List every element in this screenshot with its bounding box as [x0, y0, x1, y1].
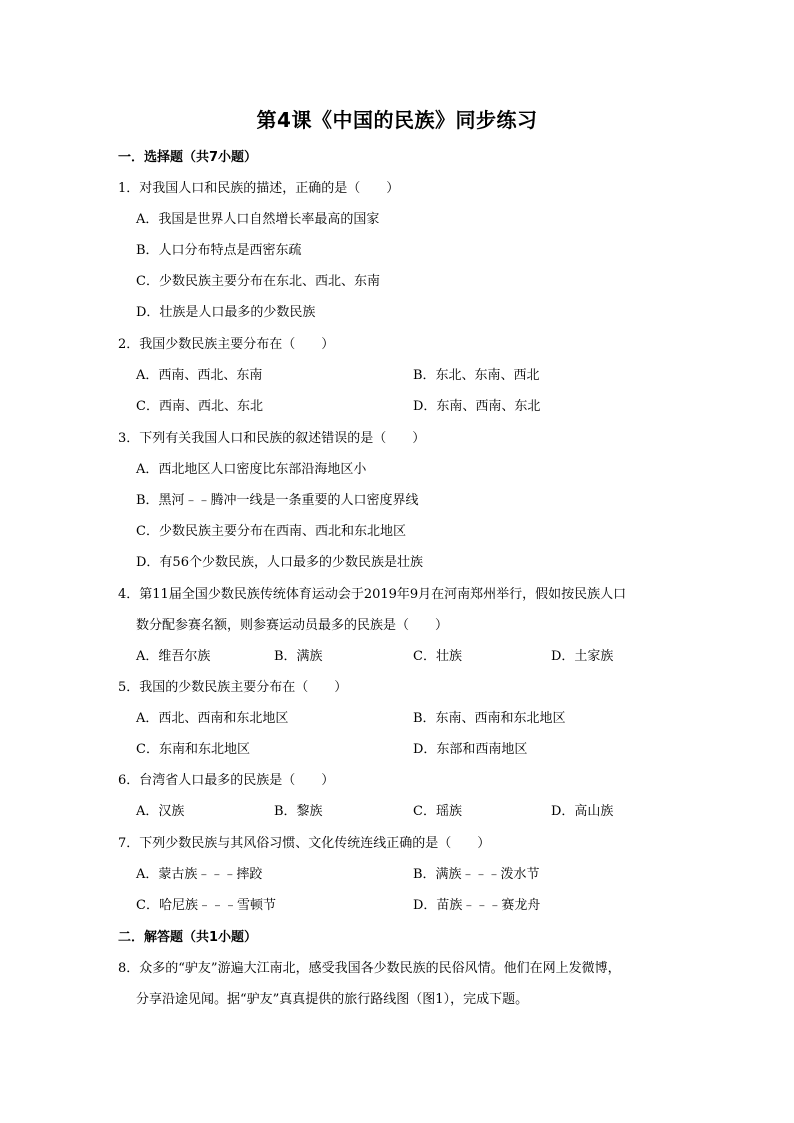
- question-6-option-a: A．汉族: [136, 804, 185, 819]
- question-7-option-d: D．苗族﹣﹣﹣赛龙舟: [413, 898, 541, 913]
- question-8-stem-line-1: 8．众多的“驴友”游遍大江南北，感受我国各少数民族的民俗风情。他们在网上发微博，: [118, 961, 621, 976]
- question-5-option-a: A．西北、西南和东北地区: [136, 711, 289, 726]
- question-6-option-c: C．瑶族: [413, 804, 462, 819]
- question-7-option-a: A．蒙古族﹣﹣﹣摔跤: [136, 867, 263, 882]
- question-2-option-c: C．西南、西北、东北: [136, 399, 263, 414]
- question-6-option-b: B．黎族: [274, 804, 323, 819]
- question-4-option-b: B．满族: [274, 649, 323, 664]
- question-4-stem-line-1: 4．第11届全国少数民族传统体育运动会于2019年9月在河南郑州举行，假如按民族人口: [118, 587, 627, 602]
- question-1-option-b: B．人口分布特点是西密东疏: [136, 243, 302, 258]
- question-5-option-c: C．东南和东北地区: [136, 742, 250, 757]
- question-1-option-d: D．壮族是人口最多的少数民族: [136, 305, 316, 320]
- question-1-option-a: A．我国是世界人口自然增长率最高的国家: [136, 212, 380, 227]
- question-5-option-b: B．东南、西南和东北地区: [413, 711, 566, 726]
- section-heading-choice: 一．选择题（共7小题）: [118, 150, 258, 165]
- question-2-stem: 2．我国少数民族主要分布在（ ）: [118, 337, 335, 352]
- question-8-stem-line-2: 分享沿途见闻。据“驴友”真真提供的旅行路线图（图1），完成下题。: [136, 992, 529, 1007]
- question-2-option-b: B．东北、东南、西北: [413, 368, 540, 383]
- question-3-option-a: A．西北地区人口密度比东部沿海地区小: [136, 462, 367, 477]
- question-4-stem-line-2: 数分配参赛名额，则参赛运动员最多的民族是（ ）: [136, 618, 449, 633]
- question-2-option-a: A．西南、西北、东南: [136, 368, 263, 383]
- question-4-option-a: A．维吾尔族: [136, 649, 211, 664]
- section-heading-answer: 二．解答题（共1小题）: [118, 930, 258, 945]
- page-title: 第4课《中国的民族》同步练习: [256, 108, 538, 132]
- question-3-option-d: D．有56个少数民族，人口最多的少数民族是壮族: [136, 555, 423, 570]
- question-3-option-c: C．少数民族主要分布在西南、西北和东北地区: [136, 524, 406, 539]
- question-7-option-b: B．满族﹣﹣﹣泼水节: [413, 867, 540, 882]
- question-5-stem: 5．我国的少数民族主要分布在（ ）: [118, 680, 348, 695]
- question-2-option-d: D．东南、西南、东北: [413, 399, 541, 414]
- question-4-option-c: C．壮族: [413, 649, 462, 664]
- question-1-option-c: C．少数民族主要分布在东北、西北、东南: [136, 274, 380, 289]
- question-7-stem: 7．下列少数民族与其风俗习惯、文化传统连线正确的是（ ）: [118, 836, 491, 851]
- question-6-option-d: D．高山族: [551, 804, 614, 819]
- question-5-option-d: D．东部和西南地区: [413, 742, 528, 757]
- question-6-stem: 6．台湾省人口最多的民族是（ ）: [118, 773, 335, 788]
- question-7-option-c: C．哈尼族﹣﹣﹣雪顿节: [136, 898, 276, 913]
- question-4-option-d: D．土家族: [551, 649, 614, 664]
- question-3-option-b: B．黑河﹣﹣腾冲一线是一条重要的人口密度界线: [136, 493, 419, 508]
- question-3-stem: 3．下列有关我国人口和民族的叙述错误的是（ ）: [118, 431, 426, 446]
- question-1-stem: 1．对我国人口和民族的描述，正确的是（ ）: [118, 181, 400, 196]
